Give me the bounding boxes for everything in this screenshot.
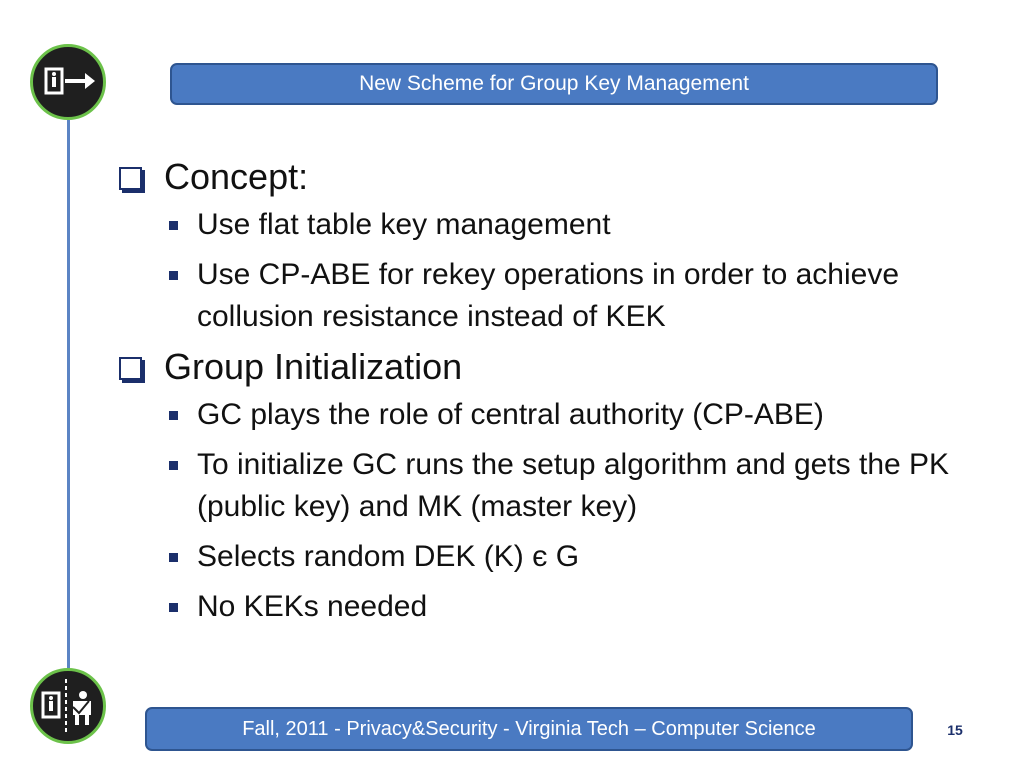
square-bullet-icon [169, 221, 178, 230]
timeline-line [67, 120, 70, 680]
square-bullet-icon [169, 603, 178, 612]
square-bullet-icon [169, 553, 178, 562]
bullet-text: To initialize GC runs the setup algorithm and gets the PK (public key) and MK (master key) [197, 448, 950, 523]
bullet-text: Selects random DEK (K) є G [197, 540, 580, 573]
section-heading-text: Group Initialization [164, 346, 463, 387]
slide-content [113, 148, 1013, 628]
slide-footer: Fall, 2011 - Privacy&Security - Virginia Tech – Computer Science [145, 707, 913, 751]
bullet-text: GC plays the role of central authority (CP-ABE) [197, 398, 824, 431]
bullet-item [113, 536, 997, 578]
bullet-text: No KEKs needed [197, 590, 428, 623]
bullet-item [113, 254, 997, 338]
checkbox-bullet-icon [119, 357, 142, 380]
door-person-icon [30, 668, 106, 744]
bullet-text: Use CP-ABE for rekey operations in order to achieve collusion resistance instead of KEK [197, 258, 899, 333]
checkbox-bullet-icon [119, 167, 142, 190]
square-bullet-icon [169, 271, 178, 280]
door-exit-arrow-icon [30, 44, 106, 120]
slide-title: New Scheme for Group Key Management [170, 63, 938, 105]
section-heading-group-initialization [113, 342, 1013, 392]
bullet-item [113, 204, 997, 246]
bullet-item [113, 586, 997, 628]
page-number: 15 [947, 722, 963, 738]
bullet-item [113, 394, 997, 436]
section-heading-text: Concept: [164, 156, 309, 197]
square-bullet-icon [169, 461, 178, 470]
bullet-item [113, 444, 997, 528]
bullet-text: Use flat table key management [197, 208, 611, 241]
section-heading-concept [113, 152, 1013, 202]
square-bullet-icon [169, 411, 178, 420]
